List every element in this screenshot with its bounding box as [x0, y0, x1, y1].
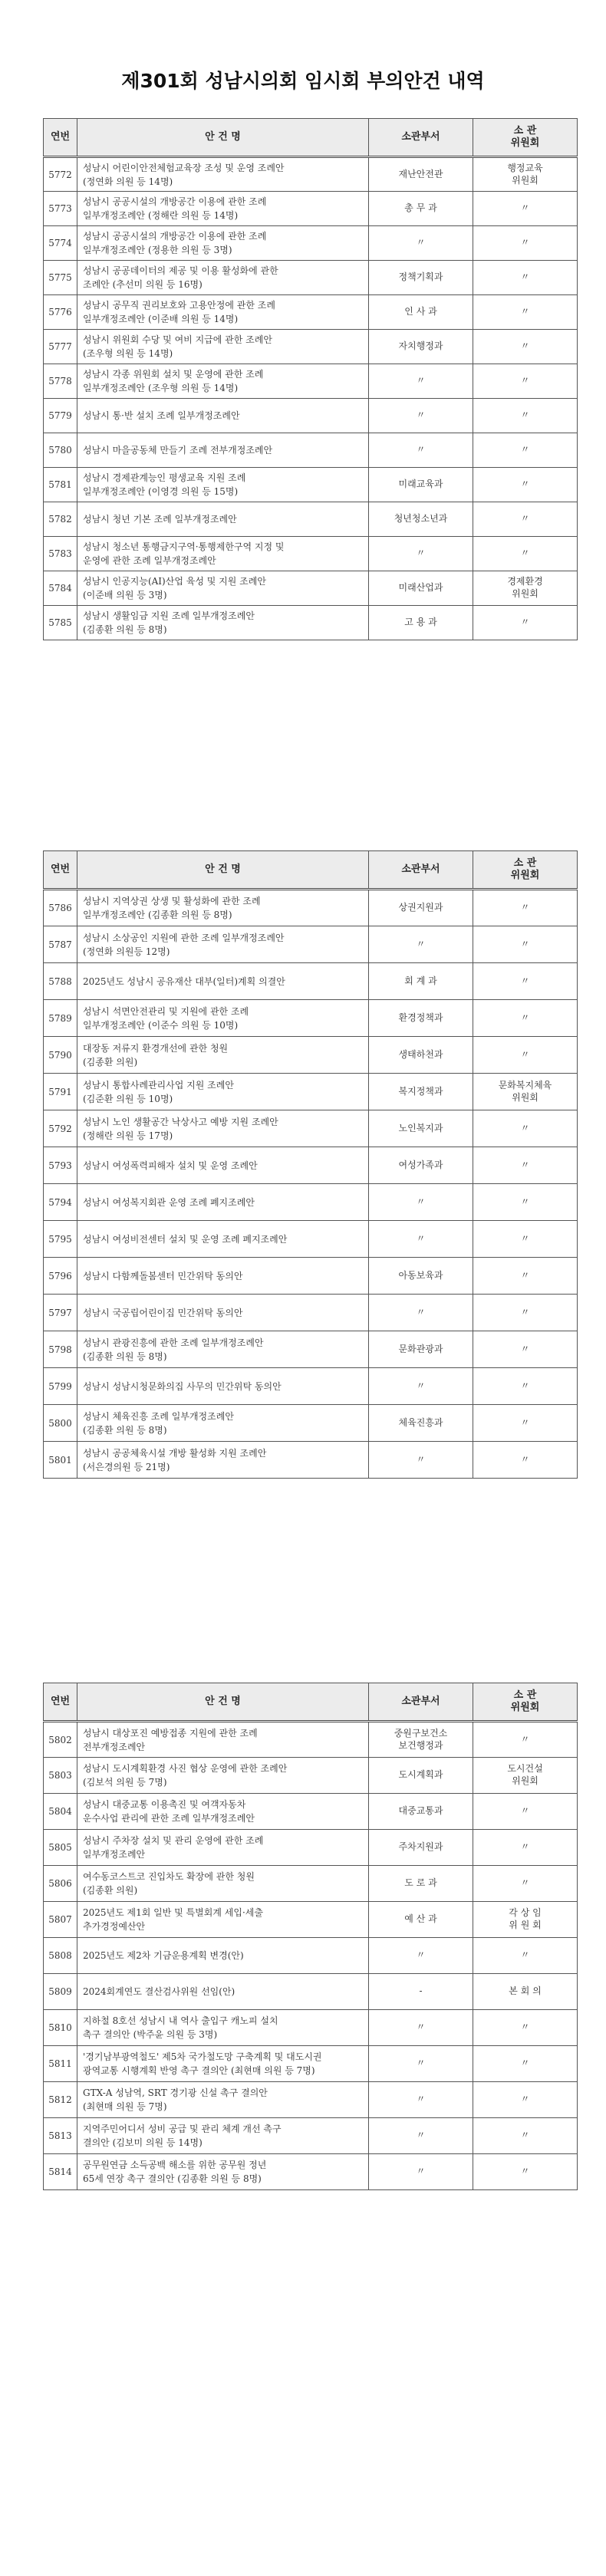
committee: 〃	[473, 295, 578, 330]
committee: 도시건설 위원회	[473, 1758, 578, 1794]
committee: 〃	[473, 1184, 578, 1221]
item-name: 성남시 청소년 통행금지구역·통행제한구역 지정 및 운영에 관한 조례 일부개정조례안	[77, 537, 369, 571]
department: 〃	[369, 226, 473, 261]
department: 〃	[369, 1184, 473, 1221]
item-name: 성남시 청년 기본 조례 일부개정조례안	[77, 502, 369, 537]
item-name: 2024회계연도 결산검사위원 선임(안)	[77, 1974, 369, 2010]
committee: 〃	[473, 606, 578, 640]
table-row	[44, 963, 578, 1000]
row-number: 5778	[44, 364, 77, 399]
row-number: 5809	[44, 1974, 77, 2010]
header-committee: 소 관 위원회	[473, 119, 578, 157]
committee: 〃	[473, 1368, 578, 1405]
department: 대중교통과	[369, 1794, 473, 1830]
department: 〃	[369, 1221, 473, 1258]
department: 미래산업과	[369, 571, 473, 606]
item-name: 성남시 소상공인 지원에 관한 조례 일부개정조례안 (정연화 의원등 12명)	[77, 926, 369, 963]
table-row	[44, 2154, 578, 2190]
row-number: 5797	[44, 1295, 77, 1331]
department: 〃	[369, 399, 473, 433]
table-row	[44, 295, 578, 330]
document-title: 제301회 성남시의회 임시회 부의안건 내역	[121, 70, 485, 92]
item-name: 성남시 여성비전센터 설치 및 운영 조례 폐지조례안	[77, 1221, 369, 1258]
committee: 〃	[473, 1938, 578, 1974]
table-row	[44, 1110, 578, 1147]
item-name: 지역주민어디서 성비 공급 및 관리 체계 개선 촉구 결의안 (김보미 의원 등 14명)	[77, 2118, 369, 2154]
department: 미래교육과	[369, 468, 473, 502]
agenda-table-2	[43, 850, 578, 1479]
table-row	[44, 1258, 578, 1295]
committee: 〃	[473, 1110, 578, 1147]
item-name: 2025년도 제2차 기금운용계획 변경(안)	[77, 1938, 369, 1974]
row-number: 5777	[44, 330, 77, 364]
item-name: 성남시 생활임금 지원 조례 일부개정조례안 (김종환 의원 등 8명)	[77, 606, 369, 640]
department: 고 용 과	[369, 606, 473, 640]
department: 여성가족과	[369, 1147, 473, 1184]
row-number: 5784	[44, 571, 77, 606]
row-number: 5772	[44, 157, 77, 192]
item-name: 여수동코스트코 진입차도 확장에 관한 청원 (김종환 의원)	[77, 1866, 369, 1902]
committee: 〃	[473, 1147, 578, 1184]
table-row	[44, 1221, 578, 1258]
department: 〃	[369, 537, 473, 571]
row-number: 5799	[44, 1368, 77, 1405]
header-no: 연번	[44, 119, 77, 157]
department: 〃	[369, 926, 473, 963]
row-number: 5783	[44, 537, 77, 571]
department: 자치행정과	[369, 330, 473, 364]
table-row	[44, 330, 578, 364]
table-row	[44, 1405, 578, 1442]
item-name: 성남시 어린이안전체험교육장 조성 및 운영 조례안 (정연화 의원 등 14명)	[77, 157, 369, 192]
committee: 〃	[473, 1866, 578, 1902]
row-number: 5807	[44, 1902, 77, 1938]
department: 〃	[369, 2046, 473, 2082]
row-number: 5776	[44, 295, 77, 330]
row-number: 5802	[44, 1722, 77, 1758]
item-name: 성남시 여성복지회관 운영 조례 폐지조례안	[77, 1184, 369, 1221]
committee: 〃	[473, 1331, 578, 1368]
row-number: 5792	[44, 1110, 77, 1147]
header-dept: 소관부서	[369, 119, 473, 157]
item-name: 성남시 공공시설의 개방공간 이용에 관한 조례 일부개정조례안 (정용한 의원 등 3명)	[77, 226, 369, 261]
department: 회 계 과	[369, 963, 473, 1000]
department: 노인복지과	[369, 1110, 473, 1147]
item-name: 성남시 통·반 설치 조례 일부개정조례안	[77, 399, 369, 433]
table-row	[44, 2046, 578, 2082]
table-row	[44, 1722, 578, 1758]
table-row	[44, 890, 578, 926]
item-name: 대장동 저류지 환경개선에 관한 청원 (김종환 의원)	[77, 1037, 369, 1074]
item-name: 성남시 공무직 권리보호와 고용안정에 관한 조례 일부개정조례안 (이준배 의원 등 14명)	[77, 295, 369, 330]
item-name: 지하철 8호선 성남시 내 역사 출입구 캐노피 설치 촉구 결의안 (박주윤 의원 등 3명)	[77, 2010, 369, 2046]
table-header-row	[44, 1683, 578, 1722]
header-no: 연번	[44, 851, 77, 890]
row-number: 5808	[44, 1938, 77, 1974]
committee: 〃	[473, 1722, 578, 1758]
department: 도시계획과	[369, 1758, 473, 1794]
item-name: 성남시 관광진흥에 관한 조례 일부개정조례안 (김종환 의원 등 8명)	[77, 1331, 369, 1368]
row-number: 5813	[44, 2118, 77, 2154]
header-item: 안 건 명	[77, 1683, 369, 1722]
row-number: 5790	[44, 1037, 77, 1074]
committee: 〃	[473, 890, 578, 926]
committee: 〃	[473, 537, 578, 571]
committee: 〃	[473, 1442, 578, 1479]
row-number: 5796	[44, 1258, 77, 1295]
row-number: 5803	[44, 1758, 77, 1794]
table-row	[44, 1295, 578, 1331]
item-name: 성남시 통합사례관리사업 지원 조례안 (김준환 의원 등 10명)	[77, 1074, 369, 1110]
department: 총 무 과	[369, 192, 473, 226]
item-name: 성남시 석면안전관리 및 지원에 관한 조례 일부개정조례안 (이준수 의원 등 10명)	[77, 1000, 369, 1037]
table-row	[44, 157, 578, 192]
row-number: 5794	[44, 1184, 77, 1221]
header-committee: 소 관 위원회	[473, 851, 578, 890]
committee: 〃	[473, 364, 578, 399]
row-number: 5805	[44, 1830, 77, 1866]
item-name: 성남시 성남시청문화의집 사무의 민간위탁 동의안	[77, 1368, 369, 1405]
committee: 〃	[473, 2010, 578, 2046]
table-row	[44, 399, 578, 433]
table-row	[44, 364, 578, 399]
department: 인 사 과	[369, 295, 473, 330]
department: 도 로 과	[369, 1866, 473, 1902]
committee: 〃	[473, 468, 578, 502]
item-name: 성남시 마을공동체 만들기 조례 전부개정조례안	[77, 433, 369, 468]
row-number: 5801	[44, 1442, 77, 1479]
table-row	[44, 537, 578, 571]
table-row	[44, 606, 578, 640]
item-name: 성남시 경제관계능인 평생교육 지원 조례 일부개정조례안 (이영경 의원 등 15명)	[77, 468, 369, 502]
table-row	[44, 1974, 578, 2010]
committee: 〃	[473, 1258, 578, 1295]
header-item: 안 건 명	[77, 851, 369, 890]
department: 〃	[369, 433, 473, 468]
header-dept: 소관부서	[369, 851, 473, 890]
committee: 〃	[473, 2082, 578, 2118]
item-name: 성남시 각종 위원회 설치 및 운영에 관한 조례 일부개정조례안 (조우형 의원 등 14명)	[77, 364, 369, 399]
item-name: 2025년도 제1회 일반 및 특별회계 세입·세출 추가경정예산안	[77, 1902, 369, 1938]
committee: 〃	[473, 226, 578, 261]
department: 아동보육과	[369, 1258, 473, 1295]
item-name: GTX-A 성남역, SRT 경기광 신설 촉구 결의안 (최현매 의원 등 7명)	[77, 2082, 369, 2118]
item-name: 성남시 공공시설의 개방공간 이용에 관한 조례 일부개정조례안 (정해란 의원 등 14명)	[77, 192, 369, 226]
table-row	[44, 2010, 578, 2046]
department: 환경정책과	[369, 1000, 473, 1037]
row-number: 5804	[44, 1794, 77, 1830]
committee: 〃	[473, 2046, 578, 2082]
table-row	[44, 192, 578, 226]
item-name: 성남시 체육진흥 조례 일부개정조례안 (김종환 의원 등 8명)	[77, 1405, 369, 1442]
committee: 〃	[473, 926, 578, 963]
item-name: 성남시 노인 생활공간 낙상사고 예방 지원 조례안 (정해란 의원 등 17명)	[77, 1110, 369, 1147]
row-number: 5775	[44, 261, 77, 295]
department: 〃	[369, 1442, 473, 1479]
committee: 본 회 의	[473, 1974, 578, 2010]
table-row	[44, 226, 578, 261]
table-row	[44, 1866, 578, 1902]
table-row	[44, 1368, 578, 1405]
committee: 〃	[473, 1405, 578, 1442]
item-name: '경기남부광역철도' 제5차 국가철도망 구축계획 및 대도시권 광역교통 시행계획 반영 촉구 결의안 (최현매 의원 등 7명)	[77, 2046, 369, 2082]
committee: 〃	[473, 963, 578, 1000]
row-number: 5773	[44, 192, 77, 226]
agenda-table-3	[43, 1683, 578, 2190]
department: 예 산 과	[369, 1902, 473, 1938]
table-row	[44, 1147, 578, 1184]
department: 〃	[369, 1295, 473, 1331]
committee: 〃	[473, 2154, 578, 2190]
table-row	[44, 1794, 578, 1830]
row-number: 5814	[44, 2154, 77, 2190]
table-row	[44, 502, 578, 537]
table-row	[44, 926, 578, 963]
row-number: 5795	[44, 1221, 77, 1258]
agenda-table-1	[43, 118, 578, 640]
department: 〃	[369, 364, 473, 399]
row-number: 5780	[44, 433, 77, 468]
item-name: 성남시 위원회 수당 및 여비 지급에 관한 조례안 (조우형 의원 등 14명)	[77, 330, 369, 364]
department: 〃	[369, 2010, 473, 2046]
department: -	[369, 1974, 473, 2010]
item-name: 성남시 도시계획환경 사진 협상 운영에 관한 조례안 (김보석 의원 등 7명)	[77, 1758, 369, 1794]
header-committee: 소 관 위원회	[473, 1683, 578, 1722]
header-dept: 소관부서	[369, 1683, 473, 1722]
department: 〃	[369, 1938, 473, 1974]
department: 〃	[369, 1368, 473, 1405]
department: 문화관광과	[369, 1331, 473, 1368]
table-row	[44, 2082, 578, 2118]
item-name: 성남시 대상포진 예방접종 지원에 관한 조례 전부개정조례안	[77, 1722, 369, 1758]
table-row	[44, 1902, 578, 1938]
item-name: 성남시 여성폭력피해자 설치 및 운영 조례안	[77, 1147, 369, 1184]
header-item: 안 건 명	[77, 119, 369, 157]
committee: 행정교육 위원회	[473, 157, 578, 192]
row-number: 5800	[44, 1405, 77, 1442]
committee: 경제환경 위원회	[473, 571, 578, 606]
department: 중원구보건소 보건행정과	[369, 1722, 473, 1758]
committee: 〃	[473, 502, 578, 537]
committee: 〃	[473, 261, 578, 295]
committee: 각 상 임 위 원 회	[473, 1902, 578, 1938]
table-row	[44, 468, 578, 502]
table-row	[44, 1758, 578, 1794]
item-name: 성남시 인공지능(AI)산업 육성 및 지원 조례안 (이준배 의원 등 3명)	[77, 571, 369, 606]
item-name: 성남시 지역상권 상생 및 활성화에 관한 조례 일부개정조례안 (김종환 의원 등 8명)	[77, 890, 369, 926]
item-name: 2025년도 성남시 공유재산 대부(일터)계획 의결안	[77, 963, 369, 1000]
department: 청년청소년과	[369, 502, 473, 537]
department: 재난안전관	[369, 157, 473, 192]
table-row	[44, 1938, 578, 1974]
row-number: 5793	[44, 1147, 77, 1184]
committee: 〃	[473, 330, 578, 364]
committee: 〃	[473, 399, 578, 433]
table-row	[44, 261, 578, 295]
item-name: 성남시 주차장 설치 및 관리 운영에 관한 조례 일부개정조례안	[77, 1830, 369, 1866]
item-name: 성남시 다함께돌봄센터 민간위탁 동의안	[77, 1258, 369, 1295]
department: 복지정책과	[369, 1074, 473, 1110]
header-no: 연번	[44, 1683, 77, 1722]
department: 주차지원과	[369, 1830, 473, 1866]
department: 생태하천과	[369, 1037, 473, 1074]
item-name: 성남시 대중교통 이용촉진 및 여객자동차 운수사업 관리에 관한 조례 일부개정조례안	[77, 1794, 369, 1830]
row-number: 5789	[44, 1000, 77, 1037]
table-row	[44, 1442, 578, 1479]
row-number: 5779	[44, 399, 77, 433]
row-number: 5787	[44, 926, 77, 963]
department: 정책기획과	[369, 261, 473, 295]
table-row	[44, 1830, 578, 1866]
committee: 〃	[473, 1037, 578, 1074]
row-number: 5798	[44, 1331, 77, 1368]
committee: 〃	[473, 1794, 578, 1830]
item-name: 성남시 공공체육시설 개방 활성화 지원 조례안 (서은경의원 등 21명)	[77, 1442, 369, 1479]
row-number: 5774	[44, 226, 77, 261]
row-number: 5781	[44, 468, 77, 502]
committee: 문화복지체육 위원회	[473, 1074, 578, 1110]
department: 상권지원과	[369, 890, 473, 926]
department: 〃	[369, 2118, 473, 2154]
row-number: 5806	[44, 1866, 77, 1902]
table-row	[44, 571, 578, 606]
department: 〃	[369, 2154, 473, 2190]
row-number: 5791	[44, 1074, 77, 1110]
item-name: 성남시 공공데이터의 제공 및 이용 활성화에 관한 조례안 (추선미 의원 등 16명)	[77, 261, 369, 295]
table-row	[44, 1000, 578, 1037]
row-number: 5811	[44, 2046, 77, 2082]
committee: 〃	[473, 2118, 578, 2154]
table-row	[44, 1074, 578, 1110]
row-number: 5788	[44, 963, 77, 1000]
table-row	[44, 2118, 578, 2154]
item-name: 공무원연금 소득공백 해소를 위한 공무원 정년 65세 연장 촉구 결의안 (김종환 의원 등 8명)	[77, 2154, 369, 2190]
table-row	[44, 1331, 578, 1368]
row-number: 5810	[44, 2010, 77, 2046]
committee: 〃	[473, 1830, 578, 1866]
table-row	[44, 1184, 578, 1221]
row-number: 5782	[44, 502, 77, 537]
row-number: 5785	[44, 606, 77, 640]
item-name: 성남시 국공립어린이집 민간위탁 동의안	[77, 1295, 369, 1331]
department: 〃	[369, 2082, 473, 2118]
table-header-row	[44, 119, 578, 157]
committee: 〃	[473, 1221, 578, 1258]
row-number: 5812	[44, 2082, 77, 2118]
committee: 〃	[473, 433, 578, 468]
table-row	[44, 1037, 578, 1074]
row-number: 5786	[44, 890, 77, 926]
committee: 〃	[473, 1000, 578, 1037]
department: 체육진흥과	[369, 1405, 473, 1442]
table-row	[44, 433, 578, 468]
committee: 〃	[473, 192, 578, 226]
table-header-row	[44, 851, 578, 890]
committee: 〃	[473, 1295, 578, 1331]
